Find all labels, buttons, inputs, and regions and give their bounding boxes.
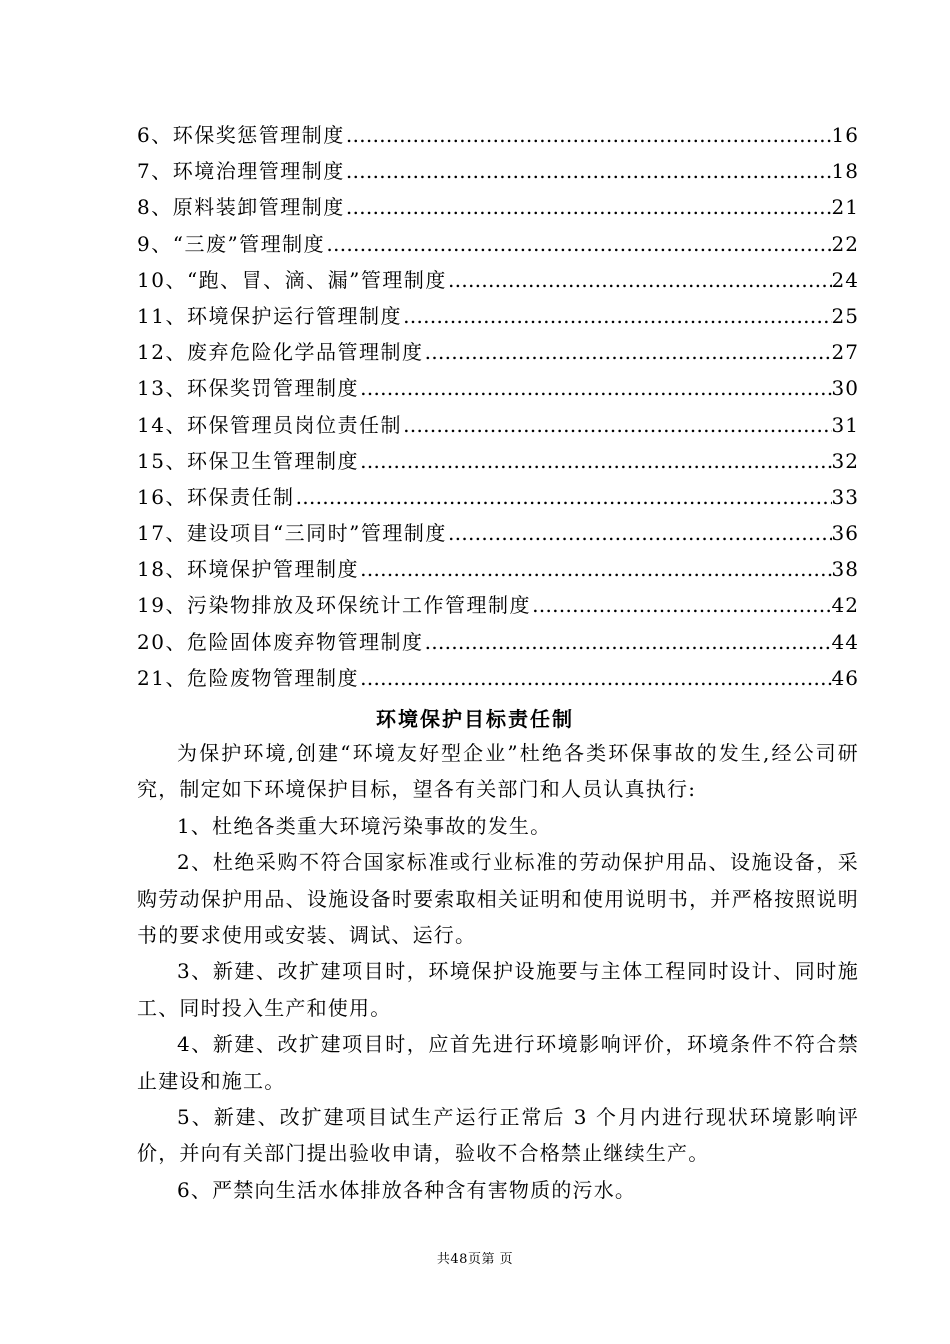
toc-leader-dots <box>423 630 831 654</box>
toc-entry-title: 18、环境保护管理制度 <box>137 557 359 582</box>
goal-item: 3、新建、改扩建项目时，环境保护设施要与主体工程同时设计、同时施工、同时投入生产和使用。 <box>137 959 859 1020</box>
toc-entry[interactable] <box>137 662 859 698</box>
toc-entry-page: 16 <box>831 123 859 147</box>
toc-leader-dots <box>345 195 832 219</box>
toc-entry-title: 7、环境治理管理制度 <box>137 159 345 184</box>
toc-entry-title: 8、原料装卸管理制度 <box>137 195 345 220</box>
toc-entry-page: 18 <box>831 159 859 184</box>
toc-leader-dots <box>359 666 832 690</box>
toc-entry-page: 44 <box>831 629 859 654</box>
toc-entry-page: 46 <box>831 665 859 690</box>
toc-leader-dots <box>345 123 832 147</box>
toc-entry-title: 20、危险固体废弃物管理制度 <box>137 629 424 654</box>
goal-item: 2、杜绝采购不符合国家标准或行业标准的劳动保护用品、设施设备，采购劳动保护用品、设施设备时要索取相关证明和使用说明书，并严格按照说明书的要求使用或安装、调试、运行。 <box>137 850 859 948</box>
toc-entry-page: 32 <box>831 448 859 473</box>
toc-entry[interactable] <box>137 481 859 517</box>
toc-entry-title: 10、“跑、冒、滴、漏”管理制度 <box>137 267 447 292</box>
toc-entry[interactable] <box>137 445 859 481</box>
toc-leader-dots <box>294 485 831 509</box>
toc-entry-title: 19、污染物排放及环保统计工作管理制度 <box>137 593 531 618</box>
toc-entry[interactable] <box>137 626 859 662</box>
toc-entry-page: 24 <box>831 267 859 292</box>
toc-entry-page: 38 <box>831 557 859 582</box>
toc-entry[interactable] <box>137 155 859 191</box>
toc-entry[interactable] <box>137 409 859 445</box>
toc-entry-page: 33 <box>831 484 859 509</box>
toc-entry[interactable] <box>137 372 859 408</box>
toc-entry-title: 12、废弃危险化学品管理制度 <box>137 340 424 365</box>
toc-entry[interactable] <box>137 191 859 227</box>
table-of-contents <box>137 119 859 698</box>
toc-entry[interactable] <box>137 228 859 264</box>
toc-entry-page: 36 <box>831 521 859 546</box>
toc-leader-dots <box>402 413 832 437</box>
toc-entry-page: 42 <box>831 593 859 618</box>
toc-entry-title: 13、环保奖罚管理制度 <box>137 376 359 401</box>
toc-entry-page: 21 <box>831 195 859 220</box>
toc-leader-dots <box>359 449 832 473</box>
goal-item: 6、严禁向生活水体排放各种含有害物质的污水。 <box>177 1177 637 1202</box>
toc-entry-page: 27 <box>831 340 859 365</box>
toc-leader-dots <box>359 376 832 400</box>
page-footer: 共48页第 页 <box>436 1252 514 1267</box>
toc-leader-dots <box>325 232 831 256</box>
toc-entry-title: 11、环境保护运行管理制度 <box>137 303 402 328</box>
goal-item: 1、杜绝各类重大环境污染事故的发生。 <box>177 813 552 838</box>
toc-leader-dots <box>447 268 832 292</box>
toc-leader-dots <box>531 593 832 617</box>
toc-leader-dots <box>423 340 831 364</box>
goal-item: 4、新建、改扩建项目时，应首先进行环境影响评价，环境条件不符合禁止建设和施工。 <box>137 1032 859 1093</box>
toc-entry[interactable] <box>137 300 859 336</box>
toc-entry[interactable] <box>137 553 859 589</box>
toc-entry-title: 16、环保责任制 <box>137 484 295 509</box>
toc-entry-title: 14、环保管理员岗位责任制 <box>137 412 402 437</box>
toc-leader-dots <box>402 304 832 328</box>
section-body <box>137 735 859 1208</box>
toc-entry-title: 9、“三废”管理制度 <box>137 231 326 256</box>
toc-entry[interactable] <box>137 517 859 553</box>
section-heading: 环境保护目标责任制 <box>376 707 574 731</box>
toc-entry[interactable] <box>137 589 859 625</box>
toc-entry-title: 15、环保卫生管理制度 <box>137 448 359 473</box>
toc-leader-dots <box>345 159 832 183</box>
toc-entry-title: 17、建设项目“三同时”管理制度 <box>137 521 447 546</box>
toc-entry-page: 25 <box>831 303 859 328</box>
toc-entry-page: 22 <box>831 231 859 256</box>
intro-paragraph: 为保护环境,创建“环境友好型企业”杜绝各类环保事故的发生,经公司研究，制定如下环境保护目标，望各有关部门和人员认真执行: <box>137 741 859 802</box>
toc-leader-dots <box>359 557 832 581</box>
toc-entry-page: 31 <box>831 412 859 437</box>
toc-entry-title: 6、环保奖惩管理制度 <box>137 123 345 147</box>
toc-entry-page: 30 <box>831 376 859 401</box>
toc-entry[interactable] <box>137 119 859 155</box>
toc-entry[interactable] <box>137 264 859 300</box>
goal-item: 5、新建、改扩建项目试生产运行正常后 3 个月内进行现状环境影响评价，并向有关部门提出验收申请，验收不合格禁止继续生产。 <box>137 1105 859 1166</box>
toc-entry-title: 21、危险废物管理制度 <box>137 665 359 690</box>
toc-leader-dots <box>447 521 832 545</box>
toc-entry[interactable] <box>137 336 859 372</box>
